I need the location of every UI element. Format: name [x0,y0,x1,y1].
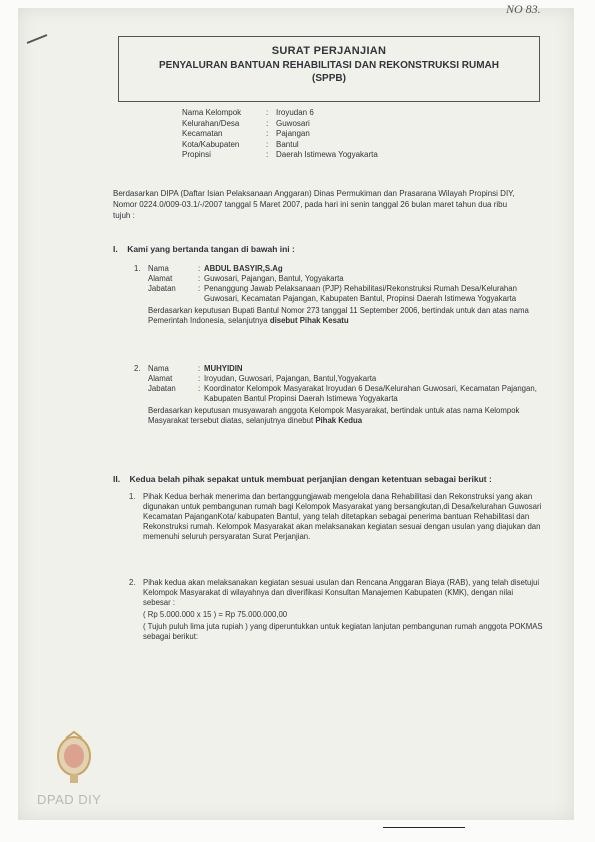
group-info [182,108,378,161]
party-name: MUHYIDIN [204,364,243,373]
agreement-item [129,492,543,542]
party-2 [134,364,544,426]
info-separator: : [266,108,269,117]
title-box [118,36,540,102]
party-name: ABDUL BASYIR,S.Ag [204,264,283,273]
party-position: Koordinator Kelompok Masyarakat Iroyudan 6 Desa/Kelurahan Guwosari, Kecamatan Pajangan, Kabupaten Bantul Propinsi Daerah Istimewa Yogyakarta [204,384,537,403]
party-address-row [134,274,544,284]
info-separator: : [266,118,269,128]
info-value: Daerah Istimewa Yogyakarta [276,150,378,159]
info-label: Kota/Kabupaten [182,139,240,149]
party-address: Iroyudan, Guwosari, Pajangan, Bantul,Yogyakarta [204,374,377,383]
info-value: Bantul [276,139,299,149]
document-page [18,8,574,820]
party-separator: : [198,284,201,293]
party-address-row [134,374,544,384]
info-separator: : [266,129,269,138]
watermark: DPAD DIY [37,792,102,807]
party-basis-text: Berdasarkan keputusan musyawarah anggota Kelompok Masyarakat, bertindak untuk atas nama Kelompok Masyarakat tersebut diatas, selanjutnya dinebut [148,406,520,425]
party-separator: : [198,274,201,283]
party-address: Guwosari, Pajangan, Bantul, Yogyakarta [204,274,344,283]
party-basis [134,406,544,426]
party-field-label: Jabatan [148,384,176,393]
info-separator: : [266,139,269,149]
item-text: Pihak Kedua berhak menerima dan bertanggungjawab mengelola dana Rehabilitasi dan Rekonstruksi yang akan digunakan untuk pembangunan rumah bagi Kelompok Masyarakat yang bersangkutan,di Desa/kelurahan Guwosari Kecamatan PajanganKota/ kabupaten Bantul, yang telah ditetapkan sebagai penerima bantuan Rehabilitasi dan Rekonstruksi rumah. Kelompok Masyarakat akan melaksanakan kegiatan sesuai dengan usulan yang diajukan dan memenuhi seluruh persyaratan Surat Perjanjian. [143,492,542,541]
party-separator: : [198,264,201,273]
party-position-row [134,284,544,304]
seal-emblem-icon [52,730,96,786]
agreement-item [129,578,543,642]
party-number: 2. [134,364,141,373]
section-title: Kami yang bertanda tangan di bawah ini : [127,244,295,254]
info-row [182,119,378,130]
info-value: Iroyudan 6 [276,108,314,117]
party-designation: disebut Pihak Kesatu [269,316,349,325]
page-number: NO 83. [506,2,541,16]
party-designation: Pihak Kedua [315,416,363,425]
intro-paragraph: Berdasarkan DIPA (Daftar Isian Pelaksanaan Anggaran) Dinas Permukiman dan Prasarana Wilayah Propinsi DIY, Nomor 0224.0/009-03.1/-/2007 tanggal 5 Maret 2007, pada hari ini senin tanggal 26 bulan maret tahun dua ribu tujuh : [113,189,515,220]
info-label: Kelurahan/Desa [182,118,240,128]
party-position: Penanggung Jawab Pelaksanaan (PJP) Rehabilitasi/Rekonstruksi Rumah Desa/Kelurahan Guwosari, Kecamatan Pajangan, Kabupaten Bantul, Propinsi Daerah Istimewa Yogyakarta [204,284,517,303]
item-amount: ( Rp 5.000.000 x 15 ) = Rp 75.000.000,00 [143,610,288,619]
party-number: 1. [134,264,141,273]
party-field-label: Alamat [148,274,173,283]
item-number: 1. [129,492,136,501]
section-number: I. [113,244,118,254]
party-field-label: Jabatan [148,284,176,293]
section-number: II. [113,474,121,484]
party-separator: : [198,374,201,383]
item-amount-words: ( Tujuh puluh lima juta rupiah ) yang diperuntukkan untuk kegiatan lanjutan pembangunan rumah anggota POKMAS sebagai berikut: [143,622,543,641]
party-field-label: Nama [148,364,169,373]
info-row [182,129,378,140]
item-number: 2. [129,578,136,587]
info-label: Nama Kelompok [182,108,242,117]
document-subtitle: PENYALURAN BANTUAN REHABILITASI DAN REKONSTRUKSI RUMAH (SPPB) [158,60,499,84]
info-row [182,150,378,161]
info-value: Guwosari [276,118,310,128]
party-separator: : [198,364,201,373]
party-field-label: Nama [148,264,169,273]
party-separator: : [198,384,201,393]
pen-mark-icon [26,34,48,44]
party-position-row [134,384,544,404]
party-field-label: Alamat [148,374,173,383]
party-basis-text: Berdasarkan keputusan Bupati Bantul Nomor 273 tanggal 11 September 2006, bertindak untuk dan atas nama Pemerintah Indonesia, selanjutnya [148,306,529,325]
info-row [182,140,378,151]
info-value: Pajangan [276,129,310,138]
page-margin [0,820,595,842]
section-title: Kedua belah pihak sepakat untuk membuat perjanjian dengan ketentuan sebagai berikut : [129,474,492,484]
document-title: SURAT PERJANJIAN [271,45,387,57]
info-label: Kecamatan [182,129,223,138]
info-separator: : [266,150,269,159]
section-1-heading [113,244,295,254]
party-name-row [134,364,544,374]
party-name-row [134,264,544,274]
party-basis [134,306,544,326]
section-2-heading [113,474,492,484]
info-label: Propinsi [182,150,211,159]
party-1 [134,264,544,326]
item-text: Pihak kedua akan melaksanakan kegiatan sesuai usulan dan Rencana Anggaran Biaya (RAB), yang telah disetujui Kelompok Masyarakat di wilayahnya dan diverifikasi Konsultan Manajemen Kabupaten (KMK), dengan nilai sebesar : [143,578,540,607]
info-row [182,108,378,119]
footer-line [383,827,465,828]
